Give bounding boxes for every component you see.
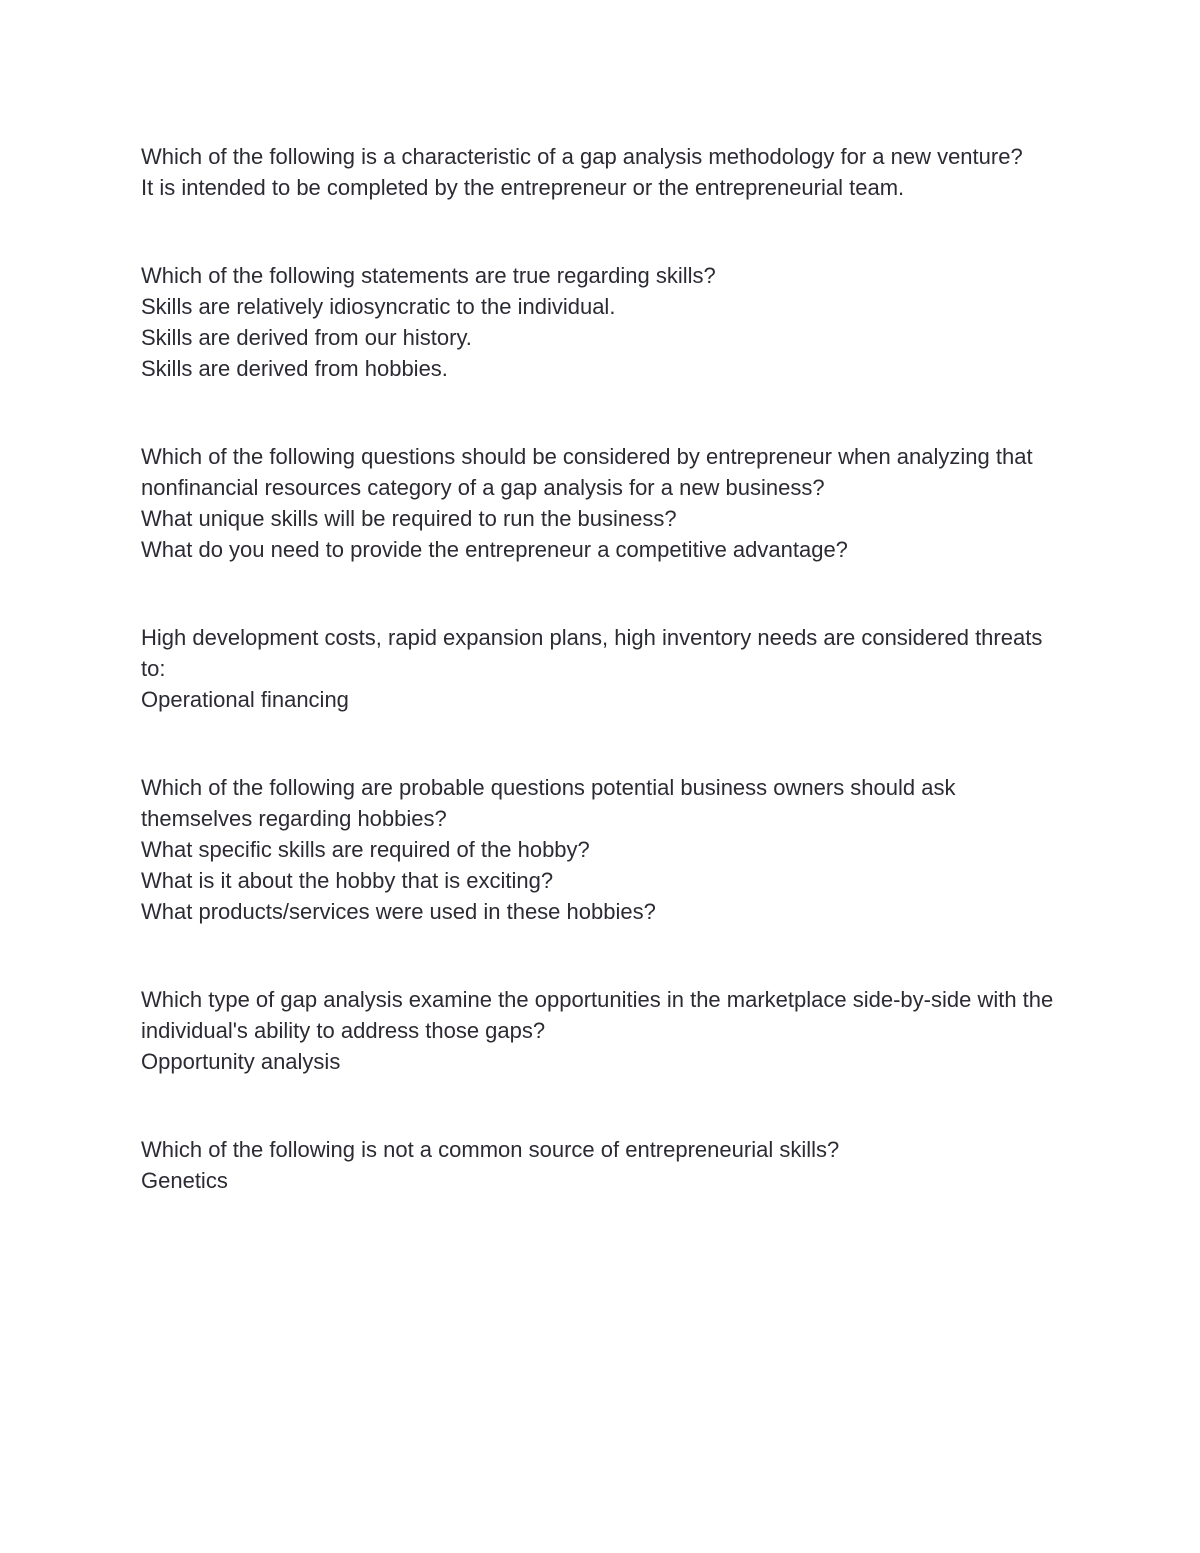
document-page [141, 141, 1071, 1253]
qa-block [141, 1134, 1071, 1196]
question-text: Which of the following questions should be considered by entrepreneur when analyzing that nonfinancial resources category of a gap analysis for a new business? [141, 444, 1033, 500]
qa-block [141, 441, 1071, 565]
answer-text: Skills are relatively idiosyncratic to the individual. [141, 294, 616, 319]
answer-text: Skills are derived from our history. [141, 325, 472, 350]
qa-block [141, 772, 1071, 927]
answer-text: What products/services were used in these hobbies? [141, 899, 656, 924]
answer-text: What do you need to provide the entrepreneur a competitive advantage? [141, 537, 848, 562]
answer-text: It is intended to be completed by the entrepreneur or the entrepreneurial team. [141, 175, 905, 200]
question-text: Which of the following are probable questions potential business owners should ask themselves regarding hobbies? [141, 775, 956, 831]
question-text: High development costs, rapid expansion plans, high inventory needs are considered threats to: [141, 625, 1043, 681]
answer-text: What is it about the hobby that is exciting? [141, 868, 554, 893]
question-text: Which type of gap analysis examine the opportunities in the marketplace side-by-side with the individual's ability to address those gaps? [141, 987, 1054, 1043]
answer-text: Opportunity analysis [141, 1049, 341, 1074]
answer-text: Genetics [141, 1168, 228, 1193]
qa-block [141, 622, 1071, 715]
qa-block [141, 984, 1071, 1077]
question-text: Which of the following statements are true regarding skills? [141, 263, 716, 288]
answer-text: What unique skills will be required to run the business? [141, 506, 677, 531]
answer-text: Skills are derived from hobbies. [141, 356, 448, 381]
answer-text: Operational financing [141, 687, 349, 712]
qa-block [141, 260, 1071, 384]
answer-text: What specific skills are required of the hobby? [141, 837, 590, 862]
question-text: Which of the following is a characteristic of a gap analysis methodology for a new venture? [141, 144, 1023, 169]
qa-block [141, 141, 1071, 203]
question-text: Which of the following is not a common source of entrepreneurial skills? [141, 1137, 840, 1162]
